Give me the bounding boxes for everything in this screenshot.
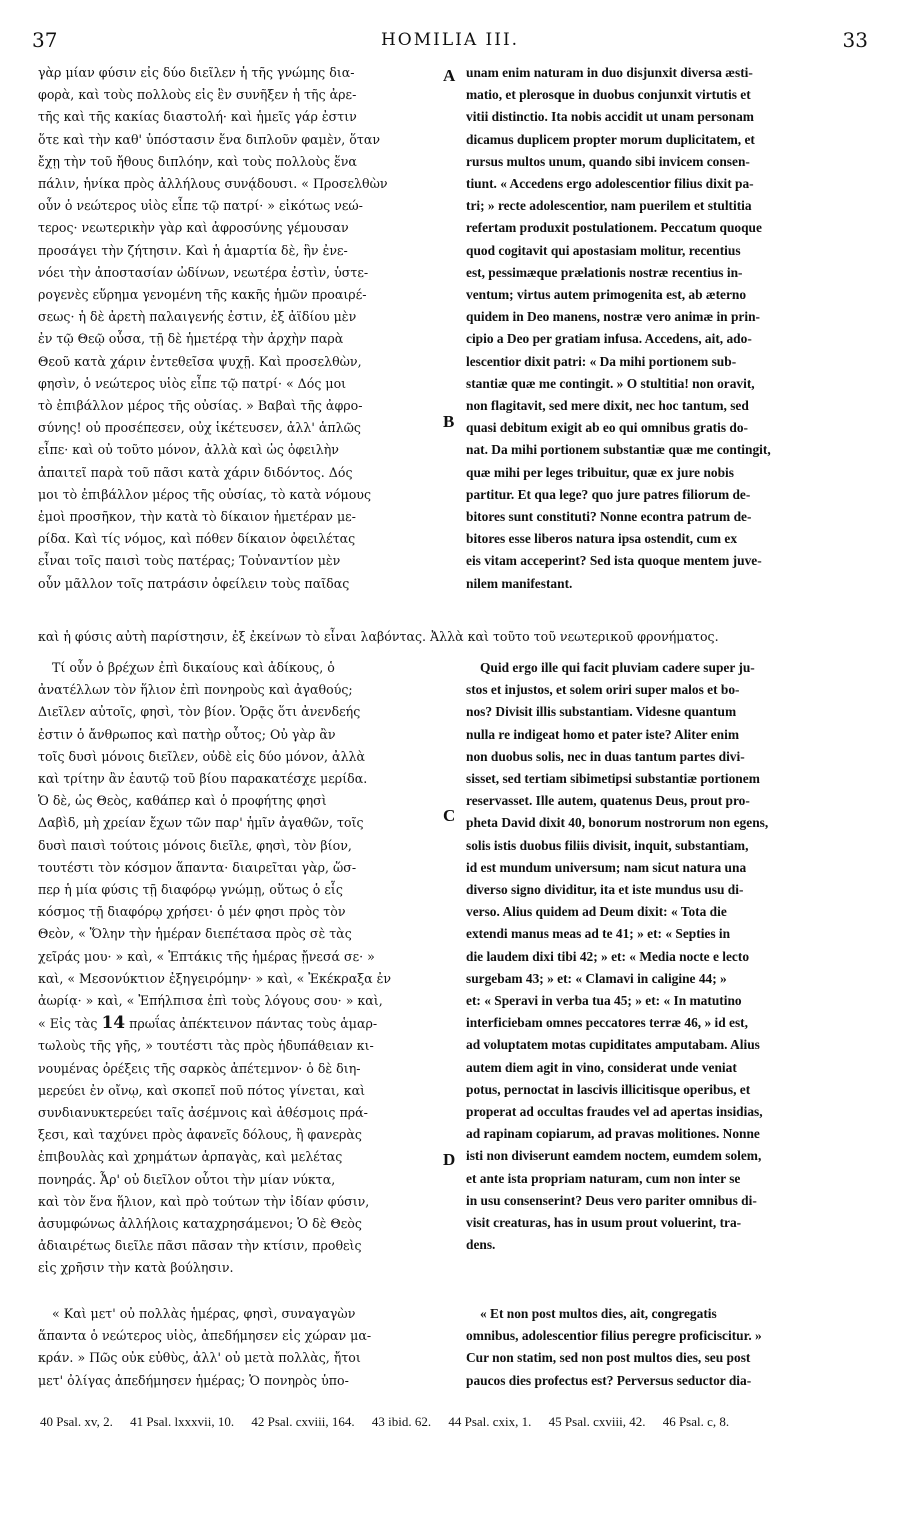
text-line: paucos dies profectus est? Perversus seductor dia- xyxy=(466,1372,752,1388)
text-line: ad rapinam copiarum, ad pravas molitiones. Nonne xyxy=(466,1126,760,1142)
footnote: 43 ibid. 62. xyxy=(371,1414,432,1429)
text-line: omnibus, adolescentior filius peregre proficiscitur. » xyxy=(466,1328,762,1344)
text-line: quidem in Deo manens, nostræ vero animæ in prin- xyxy=(466,309,760,325)
text-line: dens. xyxy=(466,1237,496,1253)
original-page-marker: 14 xyxy=(101,1013,126,1034)
text-line: γὰρ μίαν φύσιν εἰς δύο διεῖλεν ἡ τῆς γνώμης δια- xyxy=(38,65,355,80)
text-line: ἅπαντα ὁ νεώτερος υἱὸς, ἀπεδήμησεν εἰς χώραν μα- xyxy=(38,1328,372,1344)
greek-column-middle xyxy=(38,657,438,1280)
text-line: Quid ergo ille qui facit pluviam cadere super ju- xyxy=(480,660,755,675)
footnote: 41 Psal. lxxxvii, 10. xyxy=(130,1414,235,1429)
text-line: pheta David dixit 40, bonorum nostrorum non egens, xyxy=(466,815,769,831)
text-line: ἀσυμφώνως ἀλλήλοις καταχρησάμενοι; Ὁ δὲ Θεὸς xyxy=(38,1216,362,1232)
page-title: HOMILIA III. xyxy=(380,30,520,50)
text-line: Θεὸν, « Ὅλην τὴν ἡμέραν διεπέτασα πρὸς σὲ τὰς xyxy=(38,926,352,942)
text-line: eis vitam acceperint? Sed ista quoque mentem juve- xyxy=(466,553,762,569)
text-line: ἀνατέλλων τὸν ἥλιον ἐπὶ πονηροὺς καὶ ἀγαθούς; xyxy=(38,682,353,698)
text-line: id est mundum universum; nam sicut natura una xyxy=(466,859,747,875)
text-line: cipio a Deo per gratiam infusa. Accedens, ait, ado- xyxy=(466,331,752,347)
text-line: ἀπαιτεῖ παρὰ τοῦ πᾶσι κατὰ χάριν διδόντος. Δός xyxy=(38,464,353,480)
text-line: diverso signo dividitur, ita et iste mundus usu di- xyxy=(466,882,744,898)
text-line: tiunt. « Accedens ergo adolescentior filius dixit pa- xyxy=(466,176,754,192)
text-line: εἶπε· καὶ οὐ τοῦτο μόνον, ἀλλὰ καὶ ὡς ὀφειλὴν xyxy=(38,442,339,458)
text-line: isti non diviserunt eamdem noctem, eumdem solem, xyxy=(466,1148,762,1164)
text-line: Διεῖλεν αὐτοῖς, φησὶ, τὸν βίον. Ὁρᾷς ὅτι ἀνενδεής xyxy=(38,704,361,720)
text-line: χεῖράς μου· » καὶ, « Ἑπτάκις τῆς ἡμέρας ᾔνεσά σε· » xyxy=(38,948,375,964)
text-line: ad voluptatem motas cupiditates amputabam. Alius xyxy=(466,1037,760,1053)
text-line: οὖν ὁ νεώτερος υἱὸς εἶπε τῷ πατρί· » εἰκότως νεώ- xyxy=(38,198,363,214)
text-line: lescentior dixit patri: « Da mihi portionem sub- xyxy=(466,353,737,369)
text-line: bitores sunt constituti? Nonne econtra patrum de- xyxy=(466,509,752,525)
text-line: nilem manifestant. xyxy=(466,575,573,591)
text-line: ἀδιαιρέτως διεῖλε πᾶσι πᾶσαν τὴν κτίσιν, προθεὶς xyxy=(38,1238,362,1254)
footnote: 46 Psal. c, 8. xyxy=(662,1414,730,1429)
text-line: solis istis duobus filiis divisit, inquit, substantiam, xyxy=(466,837,749,853)
text-line: autem diem agit in vino, considerat unde veniat xyxy=(466,1059,737,1075)
page-number-right: 33 xyxy=(842,28,868,52)
text-line: περ ἡ μία φύσις τῇ διαφόρῳ γνώμῃ, οὕτως ὁ εἷς xyxy=(38,882,343,898)
text-line: σύνης! οὐ προσέπεσεν, οὐχ ἱκέτευσεν, ἀλλ' ἁπλῶς xyxy=(38,420,361,436)
text-line: οὖν μᾶλλον τοῖς πατράσιν ὀφείλειν τοὺς παῖδας xyxy=(38,575,350,591)
text-line: nat. Da mihi portionem substantiæ quæ me contingit, xyxy=(466,442,771,458)
running-header xyxy=(32,28,868,54)
text-line: ἐν τῷ Θεῷ οὖσα, τῇ δὲ ἡμετέρᾳ τὴν ἀρχὴν παρὰ xyxy=(38,331,344,347)
text-line: et ante ista propriam naturam, cum non inter se xyxy=(466,1170,741,1186)
text-line: τωλοὺς τῆς γῆς, » τουτέστι τὰς πρὸς ἡδυπάθειαν κι- xyxy=(38,1038,374,1054)
text-line: τῆς καὶ τῆς κακίας διαστολή· καὶ ἡμεῖς γάρ ἐστιν xyxy=(38,109,357,125)
greek-column-bottom xyxy=(38,1303,438,1392)
text-line: potus, pernoctat in lascivis illicitisque operibus, et xyxy=(466,1081,751,1097)
latin-column-bottom xyxy=(466,1303,868,1392)
text-line: « Et non post multos dies, ait, congregatis xyxy=(480,1306,717,1321)
text-line: τοῖς δυσὶ μόνοις διεῖλεν, οὐδὲ εἰς δύο μόνον, ἀλλὰ xyxy=(38,748,366,764)
text-line: non duobus solis, nec in duas tantum partes divi- xyxy=(466,748,745,764)
greek-column-top xyxy=(38,62,438,595)
text-line: extendi manus meas ad te 41; » et: « Septies in xyxy=(466,926,731,942)
text-line: νουμένας ὀρέξεις τῆς σαρκὸς ἀπέτεμνον· ὁ δὲ διη- xyxy=(38,1060,361,1076)
text-line: τουτέστι τὸν κόσμον ἅπαντα· διαιρεῖται γὰρ, ὥσ- xyxy=(38,859,357,875)
text-line: refertam produxit postulationem. Peccatum quoque xyxy=(466,220,762,236)
text-line: φησὶν, ὁ νεώτερος υἱὸς εἶπε τῷ πατρί· « Δός μοι xyxy=(38,375,347,391)
text-line: bitores esse liberos natura ipsa ostendit, cum ex xyxy=(466,531,738,547)
text-line: ἐστιν ὁ ἄνθρωπος καὶ πατὴρ οὗτος; Οὐ γὰρ ἂν xyxy=(38,726,336,742)
text-line: tri; » recte adolescentior, nam puerilem et stultitia xyxy=(466,198,752,214)
text-line: rursus multos unum, quando sibi invicem consen- xyxy=(466,153,750,169)
text-line: stos et injustos, et solem oriri super malos et bo- xyxy=(466,682,740,698)
text-line: in usu consenserint? Deus vero pariter omnibus di- xyxy=(466,1192,757,1208)
text-line: καὶ, « Μεσονύκτιον ἐξηγειρόμην· » καὶ, « Ἐκέκραξα ἐν xyxy=(38,970,392,986)
text-line: surgebam 43; » et: « Clamavi in caligine 44; » xyxy=(466,970,727,986)
text-line: dicamus duplicem propter morum duplicitatem, et xyxy=(466,131,755,147)
greek-full-width-line: καὶ ἡ φύσις αὐτὴ παρίστησιν, ἐξ ἐκείνων τὸ εἶναι λαβόντας. Ἀλλὰ καὶ τοῦτο τοῦ νεωτερικοῦ φρονήματος. xyxy=(38,629,719,644)
text-line: φορὰ, καὶ τοὺς πολλοὺς εἰς ἓν συνῆξεν ἡ τῆς ἀρε- xyxy=(38,87,357,103)
text-line: properat ad occultas fraudes vel ad apertas insidias, xyxy=(466,1104,763,1120)
text-line: προσάγει τὴν ζήτησιν. Καὶ ἡ ἁμαρτία δὲ, ἣν ἐνε- xyxy=(38,242,348,258)
text-line: τὸ ἐπιβάλλον μέρος τῆς οὐσίας. » Βαβαὶ τῆς ἀφρο- xyxy=(38,398,363,414)
footnotes xyxy=(40,1411,870,1433)
text-line: visit creaturas, has in usum prout voluerint, tra- xyxy=(466,1215,742,1231)
text-line: πάλιν, ἡνίκα πρὸς ἀλλήλους συνᾴδουσι. « Προσελθὼν xyxy=(38,176,388,192)
text-line: Cur non statim, sed non post multos dies, seu post xyxy=(466,1350,751,1366)
text-line: quod cogitavit qui apostasiam molitur, recentius xyxy=(466,242,741,258)
text-line: quæ mihi per leges tribuitur, quæ ex jure nobis xyxy=(466,464,734,480)
text-line: vitii distinctio. Ita nobis accidit ut unam personam xyxy=(466,109,754,125)
text-line: ventum; virtus autem primogenita est, ab æterno xyxy=(466,287,747,303)
text-line: συνδιανυκτερεύει ταῖς ἀσέμνοις καὶ ἀθέσμοις πρά- xyxy=(38,1105,368,1121)
text-line: πονηράς. Ἆρ' οὐ διεῖλον οὗτοι τὴν μίαν νύκτα, xyxy=(38,1171,336,1187)
text-line: non flagitavit, sed mere dixit, nec hoc tantum, sed xyxy=(466,398,749,414)
text-line: Τί οὖν ὁ βρέχων ἐπὶ δικαίους καὶ ἀδίκους, ὁ xyxy=(52,660,335,675)
text-line: Θεοῦ κατὰ χάριν ἐντεθεῖσα ψυχῇ. Καὶ προσελθὼν, xyxy=(38,353,362,369)
footnote: 44 Psal. cxix, 1. xyxy=(448,1414,532,1429)
text-line: Ὁ δὲ, ὡς Θεὸς, καθάπερ καὶ ὁ προφήτης φησὶ xyxy=(38,793,327,809)
text-line: stantiæ quæ me contingit. » O stultitia! non oravit, xyxy=(466,375,755,391)
margin-letter-b: B xyxy=(443,412,455,431)
text-line: nos? Divisit illis substantiam. Videsne quantum xyxy=(466,704,737,720)
text-line: reservasset. Ille autem, quatenus Deus, prout pro- xyxy=(466,793,750,809)
latin-column-top xyxy=(466,62,868,595)
text-line: matio, et plerosque in duobus conjunxit virtutis et xyxy=(466,87,751,103)
text-line: ὅτε καὶ τὴν καθ' ὑπόστασιν ἕνα διπλοῦν φαμὲν, ὅταν xyxy=(38,131,380,147)
text-line: μοι τὸ ἐπιβάλλον μέρος τῆς οὐσίας, τὸ κατὰ νόμους xyxy=(38,486,371,502)
text-line: Δαβὶδ, μὴ χρείαν ἔχων τῶν παρ' ἡμῖν ἀγαθῶν, τοῖς xyxy=(38,815,364,831)
text-line: et: « Speravi in verba tua 45; » et: « In matutino xyxy=(466,993,742,1009)
text-line: τερος· νεωτερικὴν γὰρ καὶ ἀφροσύνης γέμουσαν xyxy=(38,220,349,236)
footnote: 42 Psal. cxviii, 164. xyxy=(251,1414,355,1429)
footnote: 40 Psal. xv, 2. xyxy=(40,1414,113,1429)
text-line: sisset, sed tertiam sibimetipsi substantiæ portionem xyxy=(466,771,760,787)
text-line: die laudem dixi tibi 42; » et: « Media nocte e lecto xyxy=(466,948,750,964)
text-line: ἐμοὶ προσῆκον, τὴν κατὰ τὸ δίκαιον ἡμετέραν με- xyxy=(38,509,356,525)
text-line: σεως· ἡ δὲ ἀρετὴ παλαιγενής ἐστιν, ἐξ ἀϊδίου μὲν xyxy=(38,309,357,325)
page-number-left: 37 xyxy=(32,28,58,52)
text-line: δυσὶ παισὶ τούτοις μόνοις διεῖλε, φησὶ, τὸν βίον, xyxy=(38,837,352,853)
text-line: νόει τὴν ἀποστασίαν ὠδίνων, νεωτέρα ἐστὶν, ὑστε- xyxy=(38,264,369,280)
text-line: ἔχῃ τὴν τοῦ ἤθους διπλόην, καὶ τοὺς πολλοὺς ἕνα xyxy=(38,153,357,169)
text-line: καὶ τρίτην ἂν ἑαυτῷ τοῦ βίου παρακατέσχε μερίδα. xyxy=(38,771,368,787)
latin-column-middle xyxy=(466,657,868,1256)
text-line: « Εἰς τὰς 14 πρωΐας ἀπέκτεινον πάντας τοὺς ἁμαρ- xyxy=(38,1013,378,1034)
text-line: ἀωρίᾳ· » καὶ, « Ἐπήλπισα ἐπὶ τοὺς λόγους σου· » καὶ, xyxy=(38,993,383,1009)
text-line: ξεσι, καὶ ταχύνει πρὸς ἀφανεῖς δόλους, ἢ φανερὰς xyxy=(38,1127,362,1143)
text-line: interficiebam omnes peccatores terræ 46, » id est, xyxy=(466,1015,748,1031)
text-line: unam enim naturam in duo disjunxit diversa æsti- xyxy=(466,65,753,80)
text-line: εἶναι τοῖς παισὶ τοὺς πατέρας; Τοὐναντίον μὲν xyxy=(38,553,341,569)
text-line: καὶ τὸν ἕνα ἥλιον, καὶ πρὸ τούτων τὴν ἰδίαν φύσιν, xyxy=(38,1193,370,1209)
text-line: μερεύει ἐν οἴνῳ, καὶ σκοπεῖ ποῦ πότος γίνεται, καὶ xyxy=(38,1082,366,1098)
text-line: quasi debitum exigit ab eo qui omnibus gratis do- xyxy=(466,420,749,436)
text-line: μετ' ὀλίγας ἀπεδήμησεν ἡμέρας; Ὁ πονηρὸς ὑπο- xyxy=(38,1372,349,1388)
text-line: ἐπιβουλὰς καὶ χρημάτων ἁρπαγὰς, καὶ μελέτας xyxy=(38,1149,343,1165)
text-line: ρογενὲς εὕρημα γενομένη τῆς κακῆς ἡμῶν προαιρέ- xyxy=(38,287,367,303)
margin-letter-c: C xyxy=(443,806,456,825)
text-line: nulla re indigeat homo et pater iste? Aliter enim xyxy=(466,726,739,742)
text-line: est, pessimæque prælationis nostræ recentius in- xyxy=(466,264,743,280)
text-line: verso. Alius quidem ad Deum dixit: « Tota die xyxy=(466,904,727,920)
margin-letter-d: D xyxy=(443,1150,456,1169)
margin-letter-a: A xyxy=(443,66,456,85)
text-line: εἰς χρῆσιν τὴν κατὰ βούλησιν. xyxy=(38,1260,234,1276)
text-line: partitur. Et qua lege? quo jure patres filiorum de- xyxy=(466,486,751,502)
text-line: κράν. » Πῶς οὐκ εὐθὺς, ἀλλ' οὐ μετὰ πολλὰς, ἤτοι xyxy=(38,1350,361,1366)
text-line: « Καὶ μετ' οὐ πολλὰς ἡμέρας, φησὶ, συναγαγὼν xyxy=(52,1306,356,1321)
text-line: κόσμος τῇ διαφόρῳ χρήσει· ὁ μέν φησι πρὸς τὸν xyxy=(38,904,346,920)
text-line: ρίδα. Καὶ τίς νόμος, καὶ πόθεν δίκαιον ὀφειλέτας xyxy=(38,531,356,547)
footnote: 45 Psal. cxviii, 42. xyxy=(548,1414,646,1429)
